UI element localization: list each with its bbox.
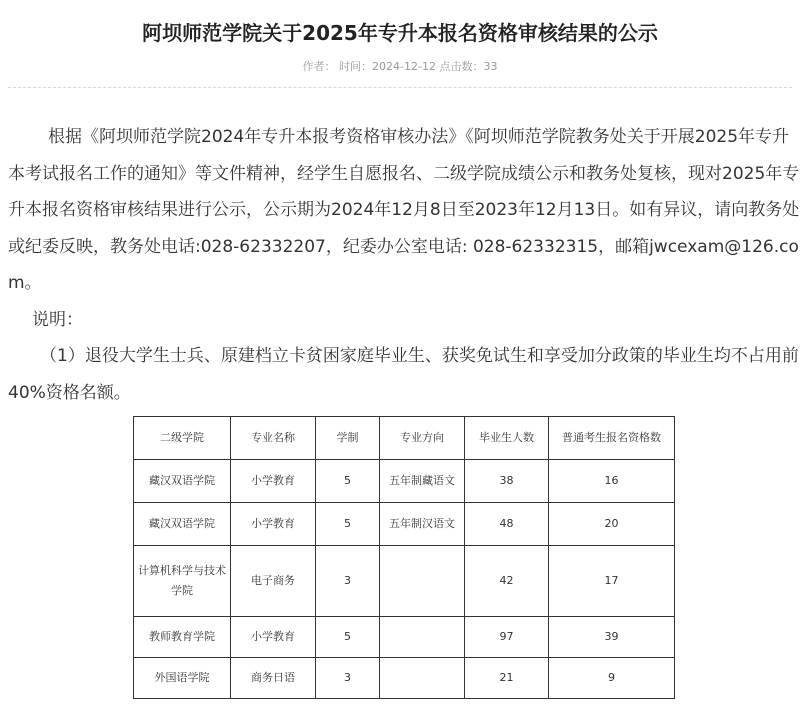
cell-years: 5 bbox=[316, 503, 380, 546]
cell-direction bbox=[380, 546, 465, 617]
cell-graduates: 97 bbox=[465, 617, 549, 658]
cell-college: 计算机科学与技术学院 bbox=[134, 546, 231, 617]
time-label: 时间： bbox=[339, 60, 373, 73]
cell-years: 5 bbox=[316, 617, 380, 658]
cell-major: 小学教育 bbox=[231, 460, 316, 503]
cell-major: 小学教育 bbox=[231, 503, 316, 546]
note-item-1: （1）退役大学生士兵、原建档立卡贫困家庭毕业生、获奖免试生和享受加分政策的毕业生均不占用前40%资格名额。 bbox=[8, 346, 799, 403]
cell-graduates: 38 bbox=[465, 460, 549, 503]
cell-quota: 9 bbox=[549, 658, 675, 699]
cell-major: 电子商务 bbox=[231, 546, 316, 617]
publish-time: 2024-12-12 bbox=[372, 60, 436, 73]
cell-college: 外国语学院 bbox=[134, 658, 231, 699]
cell-graduates: 21 bbox=[465, 658, 549, 699]
article-body bbox=[8, 119, 800, 411]
cell-direction bbox=[380, 617, 465, 658]
cell-major: 小学教育 bbox=[231, 617, 316, 658]
cell-direction: 五年制汉语文 bbox=[380, 503, 465, 546]
cell-years: 3 bbox=[316, 546, 380, 617]
header-quota: 普通考生报名资格数 bbox=[549, 417, 675, 460]
cell-quota: 17 bbox=[549, 546, 675, 617]
cell-years: 3 bbox=[316, 658, 380, 699]
intro-paragraph: 根据《阿坝师范学院2024年专升本报考资格审核办法》《阿坝师范学院教务处关于开展2025年专升本考试报名工作的通知》等文件精神，经学生自愿报名、二级学院成绩公示和教务处复核，现对2025年专升本报名资格审核结果进行公示，公示期为2024年12月8日至2023年12月13日。如有异议，请向教务处或纪委反映，教务处电话:028-62332207，纪委办公室电话: 028-62332315，邮箱jwcexam@126.com。 bbox=[8, 127, 800, 293]
table-row bbox=[134, 658, 675, 699]
cell-years: 5 bbox=[316, 460, 380, 503]
cell-direction: 五年制藏语文 bbox=[380, 460, 465, 503]
table-header-row bbox=[134, 417, 675, 460]
header-years: 学制 bbox=[316, 417, 380, 460]
table-row bbox=[134, 460, 675, 503]
cell-major: 商务日语 bbox=[231, 658, 316, 699]
cell-college: 藏汉双语学院 bbox=[134, 503, 231, 546]
cell-quota: 20 bbox=[549, 503, 675, 546]
author-label: 作者： bbox=[302, 60, 336, 73]
table-row bbox=[134, 503, 675, 546]
header-divider bbox=[8, 87, 792, 88]
clicks-label: 点击数： bbox=[439, 60, 484, 73]
header-college: 二级学院 bbox=[134, 417, 231, 460]
table-row bbox=[134, 617, 675, 658]
page-title: 阿坝师范学院关于2025年专升本报名资格审核结果的公示 bbox=[142, 21, 658, 46]
cell-quota: 39 bbox=[549, 617, 675, 658]
cell-graduates: 42 bbox=[465, 546, 549, 617]
header-direction: 专业方向 bbox=[380, 417, 465, 460]
note-label: 说明： bbox=[32, 309, 83, 330]
table-row bbox=[134, 546, 675, 617]
click-count: 33 bbox=[483, 60, 498, 73]
cell-quota: 16 bbox=[549, 460, 675, 503]
cell-graduates: 48 bbox=[465, 503, 549, 546]
cell-direction bbox=[380, 658, 465, 699]
qualification-table bbox=[133, 416, 675, 699]
cell-college: 教师教育学院 bbox=[134, 617, 231, 658]
header-graduates: 毕业生人数 bbox=[465, 417, 549, 460]
header-major: 专业名称 bbox=[231, 417, 316, 460]
article-meta bbox=[0, 58, 800, 76]
cell-college: 藏汉双语学院 bbox=[134, 460, 231, 503]
